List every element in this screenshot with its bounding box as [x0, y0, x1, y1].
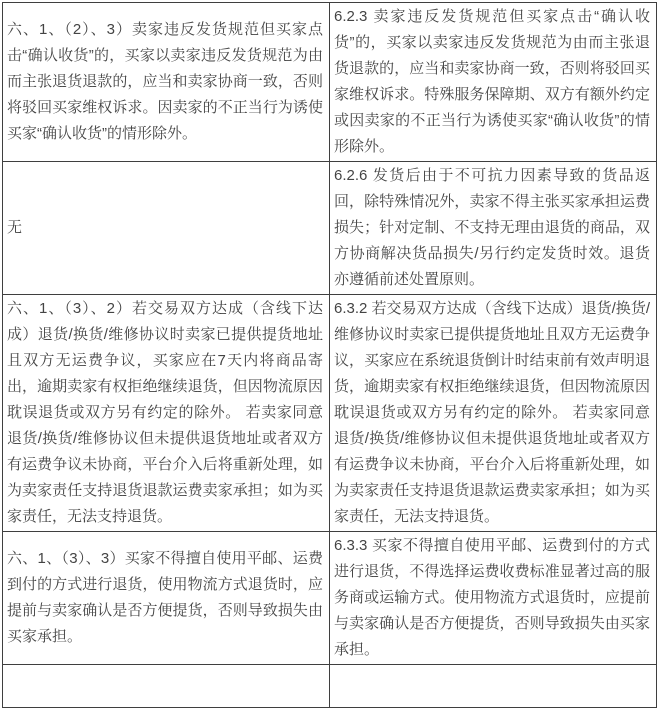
- table-row: [3, 295, 657, 532]
- new-rule-cell: 6.3.3 买家不得擅自使用平邮、运费到付的方式进行退货，不得选择运费收费标准显著过高的服务商或运输方式。使用物流方式退货时，应提前与卖家确认是否方便提货，否则导致损失由买家承担。: [330, 532, 657, 665]
- new-rule-cell: [330, 665, 657, 708]
- old-rule-cell: 六、1、（3）、3）买家不得擅自使用平邮、运费到付的方式进行退货，使用物流方式退货时，应提前与卖家确认是否方便提货，否则导致损失由买家承担。: [3, 532, 330, 665]
- old-rule-cell: 六、1、（2）、3）卖家违反发货规范但买家点击“确认收货”的，买家以卖家违反发货规范为由而主张退货退款的，应当和卖家协商一致，否则将驳回买家维权诉求。因卖家的不正当行为诱使买家“确认收货”的情形除外。: [3, 3, 330, 162]
- old-rule-cell: 无: [3, 162, 330, 295]
- rules-comparison-table: [2, 2, 657, 708]
- new-rule-cell: 6.2.6 发货后由于不可抗力因素导致的货品返回，除特殊情况外，卖家不得主张买家承担运费损失；针对定制、不支持无理由退货的商品，双方协商解决货品损失/另行约定发货时效。退货亦遵循前述处置原则。: [330, 162, 657, 295]
- new-rule-cell: 6.3.2 若交易双方达成（含线下达成）退货/换货/维修协议时卖家已提供提货地址且双方无运费争议，买家应在系统退货倒计时结束前有效声明退货，逾期卖家有权拒绝继续退货，但因物流原因耽误退货或双方另有约定的除外。 若卖家同意退货/换货/维修协议但未提供退货地址或者双方有运费争议未协商，平台介入后将重新处理，如为卖家责任支持退货退款运费卖家承担；如为买家责任，无法支持退货。: [330, 295, 657, 532]
- table-row: [3, 162, 657, 295]
- new-rule-cell: 6.2.3 卖家违反发货规范但买家点击“确认收货”的，买家以卖家违反发货规范为由而主张退货退款的，应当和卖家协商一致，否则将驳回买家维权诉求。特殊服务保障期、双方有额外约定或因卖家的不正当行为诱使买家“确认收货”的情形除外。: [330, 3, 657, 162]
- old-rule-cell: 六、1、（3）、2）若交易双方达成（含线下达成）退货/换货/维修协议时卖家已提供提货地址且双方无运费争议，买家应在7天内将商品寄出，逾期卖家有权拒绝继续退货，但因物流原因耽误退货或双方另有约定的除外。 若卖家同意退货/换货/维修协议但未提供退货地址或者双方有运费争议未协商，平台介入后将重新处理，如为卖家责任支持退货退款运费卖家承担；如为买家责任，无法支持退货。: [3, 295, 330, 532]
- table-row: [3, 532, 657, 665]
- old-rule-cell: [3, 665, 330, 708]
- table-row: [3, 3, 657, 162]
- table-row-partial: [3, 665, 657, 708]
